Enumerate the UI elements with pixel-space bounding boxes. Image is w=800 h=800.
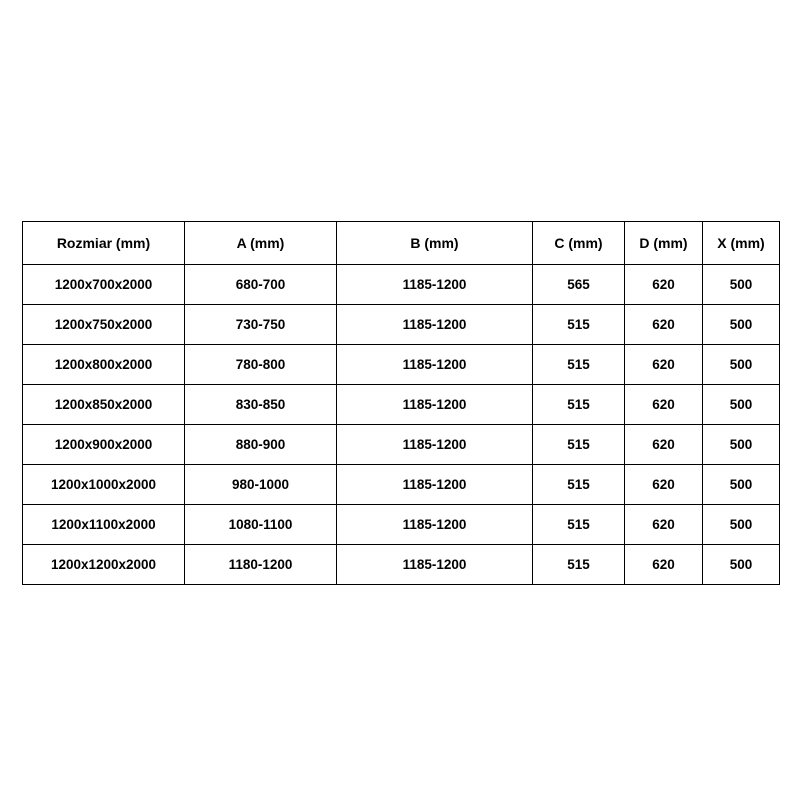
cell-x: 500 — [703, 425, 780, 465]
cell-d: 620 — [625, 305, 703, 345]
table-body — [23, 265, 780, 585]
cell-a: 1080-1100 — [185, 505, 337, 545]
cell-a: 830-850 — [185, 385, 337, 425]
column-header-d: D (mm) — [625, 222, 703, 265]
cell-x: 500 — [703, 345, 780, 385]
table-row — [23, 545, 780, 585]
column-header-c: C (mm) — [533, 222, 625, 265]
cell-b: 1185-1200 — [337, 545, 533, 585]
table-row — [23, 345, 780, 385]
table-header-row — [23, 222, 780, 265]
column-header-rozmiar: Rozmiar (mm) — [23, 222, 185, 265]
cell-rozmiar: 1200x1200x2000 — [23, 545, 185, 585]
cell-x: 500 — [703, 385, 780, 425]
cell-x: 500 — [703, 265, 780, 305]
specification-table — [22, 221, 780, 585]
cell-a: 1180-1200 — [185, 545, 337, 585]
cell-c: 515 — [533, 305, 625, 345]
cell-x: 500 — [703, 305, 780, 345]
cell-d: 620 — [625, 465, 703, 505]
table-row — [23, 265, 780, 305]
column-header-a: A (mm) — [185, 222, 337, 265]
cell-b: 1185-1200 — [337, 305, 533, 345]
cell-b: 1185-1200 — [337, 465, 533, 505]
cell-rozmiar: 1200x800x2000 — [23, 345, 185, 385]
cell-a: 880-900 — [185, 425, 337, 465]
cell-c: 565 — [533, 265, 625, 305]
cell-c: 515 — [533, 465, 625, 505]
cell-rozmiar: 1200x850x2000 — [23, 385, 185, 425]
cell-a: 730-750 — [185, 305, 337, 345]
cell-c: 515 — [533, 345, 625, 385]
cell-d: 620 — [625, 425, 703, 465]
cell-c: 515 — [533, 545, 625, 585]
cell-c: 515 — [533, 385, 625, 425]
cell-x: 500 — [703, 545, 780, 585]
column-header-b: B (mm) — [337, 222, 533, 265]
cell-rozmiar: 1200x700x2000 — [23, 265, 185, 305]
cell-rozmiar: 1200x900x2000 — [23, 425, 185, 465]
table-row — [23, 465, 780, 505]
cell-x: 500 — [703, 505, 780, 545]
cell-b: 1185-1200 — [337, 505, 533, 545]
column-header-x: X (mm) — [703, 222, 780, 265]
cell-rozmiar: 1200x750x2000 — [23, 305, 185, 345]
cell-d: 620 — [625, 265, 703, 305]
cell-b: 1185-1200 — [337, 345, 533, 385]
cell-c: 515 — [533, 505, 625, 545]
table-header — [23, 222, 780, 265]
table-row — [23, 385, 780, 425]
cell-a: 980-1000 — [185, 465, 337, 505]
cell-x: 500 — [703, 465, 780, 505]
cell-d: 620 — [625, 385, 703, 425]
specification-table-wrapper — [22, 221, 779, 585]
cell-b: 1185-1200 — [337, 385, 533, 425]
cell-b: 1185-1200 — [337, 265, 533, 305]
table-row — [23, 425, 780, 465]
cell-rozmiar: 1200x1000x2000 — [23, 465, 185, 505]
cell-d: 620 — [625, 545, 703, 585]
cell-a: 780-800 — [185, 345, 337, 385]
cell-a: 680-700 — [185, 265, 337, 305]
table-row — [23, 505, 780, 545]
cell-d: 620 — [625, 505, 703, 545]
cell-c: 515 — [533, 425, 625, 465]
cell-b: 1185-1200 — [337, 425, 533, 465]
table-row — [23, 305, 780, 345]
cell-d: 620 — [625, 345, 703, 385]
cell-rozmiar: 1200x1100x2000 — [23, 505, 185, 545]
